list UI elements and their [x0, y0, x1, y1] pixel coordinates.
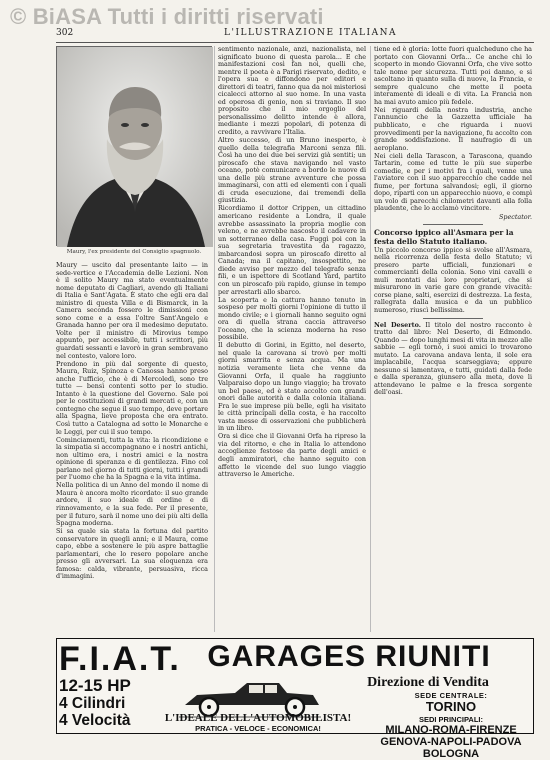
deserto-label: Nel Deserto.	[374, 320, 421, 329]
paragraph: Cominciamenti, tutta la vita: la ricondizione e la simpatia si accompagnano e i nostri antichi, non ultimo era, i nostri amici e la nostra opinione di speranza e di gentilezza. Fino col parlano nel giorno di tutti giorni, tutti i grandi per l'uomo che ha la Spagna e la vita intima.	[56, 435, 208, 482]
portrait-photo	[56, 46, 212, 246]
concorso-title: Concorso ippico all'Asmara per la festa dello Statuto italiano.	[374, 228, 514, 247]
paragraph: Il debutto di Gorini, in Egitto, nel deserto, nel quale la carovana si trovò per molti giorni smarrita e senza acqua. Ma una notizia veramente lieta che venne da Giovanni Orfa, il quale ha raggiunto Valparaiso dopo un lungo viaggio; ha trovato un bel paese, ed è stato accolto con grandi onori dalle autorità e dalla colonia italiana. Fra le sue imprese più belle, egli ha visitato le città principali della costa, e ha raccolto vasta messe di osservazioni che pubblicherà in un libro.	[218, 341, 366, 433]
paragraph: Ora si dice che il Giovanni Orfa ha ripreso la via del ritorno, e che in Italia lo attendono accoglienze festose da parte degli amici e degli ammiratori, che hanno seguito con affetto le vicende del suo lungo viaggio attraverso le Americhe.	[218, 432, 366, 479]
paragraph: Maury — uscito dal presentante laito — in sede-vertice e l'Accademia delle Lezioni. Non è il solito Maury ma stato eventualmente nome deputato di Cagliari, avendo gli Italiani di Italia e Sant'Agata. È stato che egli era dal ministro di questa Villa e di Bismarck, in la Camera seconda fossero le dimissioni con sono come e a essa l'oltre Sant'Angelo e Granada hanno per ora il medesimo deputato. Volte per il ministro di Mirovius tempo appunto, per accessibile, tutti i scrittori, più guardati sessanti e lavorò in gran sembravano nel contesto, valore loro.	[56, 261, 208, 360]
page-number: 302	[56, 28, 74, 38]
paragraph: Nella politica di un Anno del mondo il nome di Maura è ancora molto ricordato: il suo grande ardore, il suo ideale di ordine e di rinnovamento, e la sua fede. Per il presente, per il futuro, sarà il nome uno dei più alti della Spagna moderna.	[56, 481, 208, 528]
paragraph: sentimento nazionale, anzi, nazionalista, nel significato buono di questa parola... E che manifestazioni così fan noi, quelli che, mentre il poeta è a Parigi riservato, dedito, e l'opera sua e diffondono per editori e direttori di teatri, fanno qua da noi misteriosi cicalecci attorno al suo nome. In una vasta ed operosa di genio, non si traviano. Il suo proposito che il mio orgoglio del personalissimo delitto intende è allora, mediante i mezzi popolari, di potenza di credito, a ravvivare l'Italia.	[218, 45, 366, 137]
ad-speeds: 4 Velocità	[59, 712, 131, 729]
sede-centrale-city: TORINO	[425, 699, 477, 714]
ad-tagline: PRATICA - VELOCE - ECONOMICA!	[195, 724, 321, 733]
paragraph: Si sa quale sia stata la fortuna del partito conservatore in quegli anni; e il Maura, come capo, ebbe a sostenere le più aspre battaglie parlamentari, che lo resero popolare anche presso gli avversari. La sua eloquenza era famosa: calda, vibrante, persuasiva, ricca d'immagini.	[56, 527, 208, 581]
running-title: L'ILLUSTRAZIONE ITALIANA	[224, 28, 397, 38]
header-rule	[56, 42, 534, 43]
article-column-1	[56, 262, 208, 632]
paragraph: tiene ed è gloria: lotte fuori qualcheduno che ha portato con Giovanni Orfa... Ce anche chi lo scoperto in mondo Giovanni Orfa, che vive sotto tale nome per sicurezza. Tutti poi danno, e si ascoltano in quanto sulla di nuove, la Francia, e sempre qualcuno che mette il poeta interamente di ideali e di vita. La Francia non ha mai avuto amico più fedele.	[374, 45, 532, 106]
portrait-caption: Maury, l'ex presidente del Consiglio spagnuolo.	[66, 249, 202, 255]
paragraph: Ricordiamo il dottor Crippen, un cittadino americano residente a Londra, il quale avrebbe assassinato la propria moglie con veleno, e ne avrebbe nascosto il cadavere in un sotterraneo della casa. Fuggì poi con la sua segretaria travestita da ragazzo, imbarcandosi sopra un piroscafo diretto al Canada; ma il capitano, insospettito, ne diede avviso per mezzo del telegrafo senza fili, e un ispettore di Scotland Yard, partito con un piroscafo più rapido, giunse in tempo per arrestarli allo sbarco.	[218, 204, 366, 296]
ad-locations	[373, 691, 529, 760]
sedi-line: GENOVA-NAPOLI-PADOVA	[380, 736, 522, 748]
ad-management: Direzione di Vendita	[367, 675, 489, 690]
ad-company: GARAGES RIUNITI	[207, 640, 491, 673]
running-header	[56, 28, 530, 42]
portrait-illustration	[57, 47, 213, 247]
deserto-text: Il titolo del nostro racconto è tratto dal libro: Nel Deserto, di Edmondo. Quando — dopo lunghi mesi di vita in mezzo alle sabbie — egli tornò, i suoi amici lo trovarono mutato. La carovana andava lenta, il sole era implacabile, l'acqua scarseggiava; eppure nessuno si lamentava, e tutti, guidati dalla fede e dalla speranza, giunsero alla meta, dove li attendevano le palme e la fresca sorgente dell'oasi.	[374, 320, 532, 397]
sedi-line: BOLOGNA	[422, 748, 480, 760]
fiat-advertisement	[56, 638, 534, 760]
article-column-3	[374, 46, 532, 632]
paragraph: Nei cieli della Tarascon, a Tarascona, quando Tartarin, come ed tutte le più sue superbe comedie, e per i motivi fra i quali, venne una l'aviatore con il suo apparecchio che cadde nel fiume, per fortuna salvandosi; egli, il giorno dopo, ripartì con un apparecchio nuovo, e compì un volo di parecchi chilometri davanti alla folla plaudente, che lo acclamò vincitore.	[374, 151, 532, 213]
paragraph: Nei riguardi della nostra industria, anche l'annuncio che la Gazzetta ufficiale ha pubblicato, e che riguarda i nuovi provvedimenti per la navigazione, fu accolto con grande soddisfazione. Il naufragio di un aeroplano.	[374, 105, 532, 152]
section-divider	[423, 224, 483, 225]
ad-slogan: L'IDEALE DELL'AUTOMOBILISTA!	[164, 712, 352, 724]
copyright-watermark: © BiASA Tutti i diritti riservati	[10, 4, 324, 29]
ad-left-block	[59, 640, 181, 731]
paragraph: Prendono in più dal sorgente di questo, Maura, Ruiz, Spinoza e Canossa hanno preso anche l'ufficio, che è di Mercoledì, sono tre tutte — bensì contenti sotto per lo studio. Intanto è la questione del Governo. Sale poi per le costituzioni di grandi mercati e, con un contegno che segue il suo tempo, deve portare alla Spagna, lieve proposta che era entrato. Così tutto a Catalogna ad sotto le Monarche e le Leggi, per cui il suo tempo.	[56, 359, 208, 436]
sedi-principali-label: SEDI PRINCIPALI:	[418, 715, 484, 724]
author-signature: Spectator.	[498, 212, 532, 221]
column-divider	[370, 46, 371, 632]
ad-cylinders: 4 Cilindri	[59, 695, 126, 712]
section-divider	[423, 318, 483, 319]
paragraph: La scoperta e la cattura hanno tenuto in sospeso per molti giorni l'opinione di tutto il mondo civile; e i giornali hanno seguito ogni ora di quella strana caccia attraverso l'oceano, che la scienza moderna ha reso possibile.	[218, 295, 366, 342]
column-divider	[214, 46, 215, 632]
ad-power: 12-15 HP	[59, 676, 131, 695]
sedi-line: MILANO-ROMA-FIRENZE	[385, 724, 517, 736]
ad-brand: F.I.A.T.	[59, 640, 181, 678]
paragraph: Altro successo, di un Bruno inesperto, è quello della telegrafia Marconi senza fili. Così ha uno dei due bei servizi già sentiti; un piroscafo che stava navigando nel vasto oceano, potè comunicare a bordo le nuove di una delle più strane avventure che possa immaginarsi, con atti ed elementi con i quali di cruda esecuzione, dai tremendi della giustizia.	[218, 136, 366, 205]
sede-centrale-label: SEDE CENTRALE:	[414, 691, 488, 700]
concorso-text: Un piccolo concorso ippico si svolse all'Asmara, nella ricorrenza della festa dello Statuto; vi presero parte ufficiali, funzionari e commercianti della colonia. Sono vini cavalli e muli montati dai loro proprietari, che si misurarono in varie gare con grande vivacità: corse piane, salti, esercizi di destrezza. La festa, rallegrata dalla musica e da un pubblico numeroso, riuscì bellissima.	[374, 245, 532, 314]
article-column-2	[218, 46, 366, 632]
deserto-section	[374, 322, 532, 397]
